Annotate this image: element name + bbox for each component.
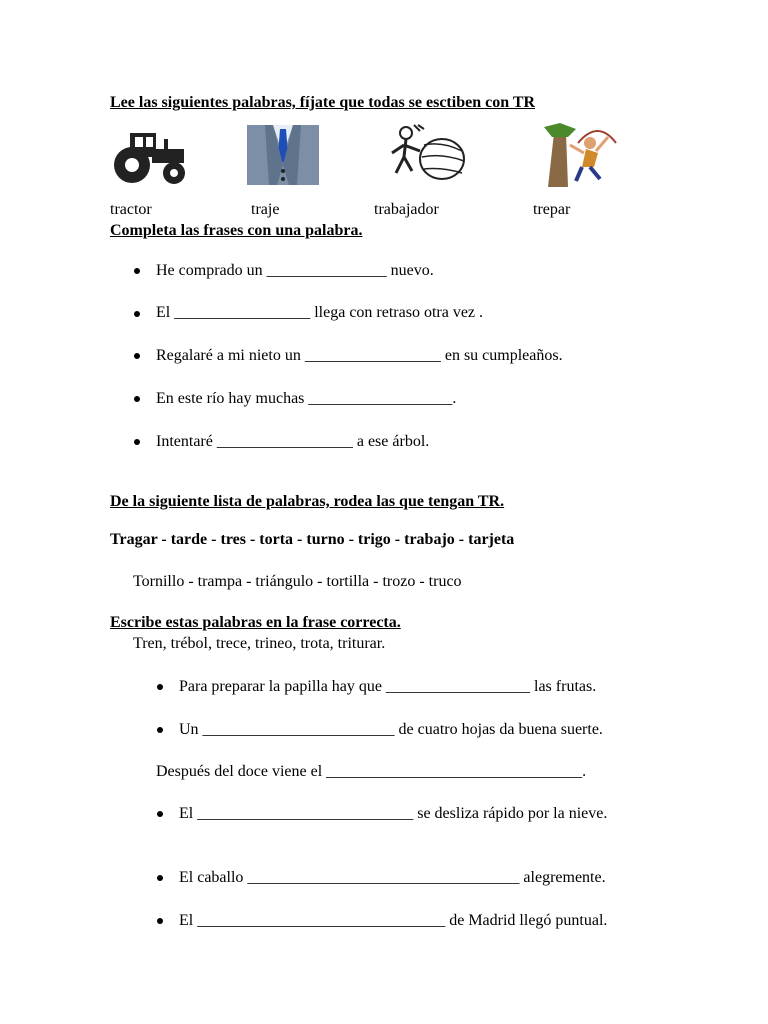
bullet xyxy=(134,396,140,402)
bullet xyxy=(134,311,140,317)
word-list-bold: Tragar - tarde - tres - torta - turno - trigo - trabajo - tarjeta xyxy=(110,531,515,548)
word-trepar: trepar xyxy=(533,201,571,218)
sentence-item: He comprado un _______________ nuevo. xyxy=(156,262,434,279)
section3-heading: De la siguiente lista de palabras, rodea las que tengan TR. xyxy=(110,493,505,510)
word-list-plain: Tornillo - trampa - triángulo - tortilla - trozo - truco xyxy=(133,573,462,590)
word-tractor: tractor xyxy=(110,201,152,218)
worker-icon xyxy=(384,123,466,185)
word-traje: traje xyxy=(251,201,280,218)
tractor-icon xyxy=(108,125,190,187)
sentence-item: El ___________________________ se desliza rápido por la nieve. xyxy=(179,805,608,822)
sentence-item: El _________________ llega con retraso otra vez . xyxy=(156,304,484,321)
sentence-item: En este río hay muchas __________________. xyxy=(156,390,457,407)
bullet xyxy=(134,439,140,445)
bullet xyxy=(157,875,163,881)
climbing-tree-icon xyxy=(538,123,618,187)
bullet xyxy=(157,918,163,924)
sentence-item: Después del doce viene el ________________________________. xyxy=(156,763,587,780)
bullet xyxy=(134,268,140,274)
suit-icon xyxy=(247,125,319,185)
section2-heading: Completa las frases con una palabra. xyxy=(110,222,363,239)
bullet xyxy=(157,684,163,690)
section1-heading: Lee las siguientes palabras, fíjate que todas se esctiben con TR xyxy=(110,94,536,111)
word-bank: Tren, trébol, trece, trineo, trota, triturar. xyxy=(133,635,386,652)
section4-heading: Escribe estas palabras en la frase correcta. xyxy=(110,614,401,631)
bullet xyxy=(134,353,140,359)
sentence-item: El caballo __________________________________ alegremente. xyxy=(179,869,606,886)
sentence-item: Regalaré a mi nieto un _________________ en su cumpleaños. xyxy=(156,347,563,364)
word-trabajador: trabajador xyxy=(374,201,439,218)
sentence-item: Un ________________________ de cuatro hojas da buena suerte. xyxy=(179,721,603,738)
sentence-item: Para preparar la papilla hay que __________________ las frutas. xyxy=(179,678,597,695)
bullet xyxy=(157,811,163,817)
sentence-item: Intentaré _________________ a ese árbol. xyxy=(156,433,430,450)
sentence-item: El _______________________________ de Madrid llegó puntual. xyxy=(179,912,608,929)
bullet xyxy=(157,727,163,733)
